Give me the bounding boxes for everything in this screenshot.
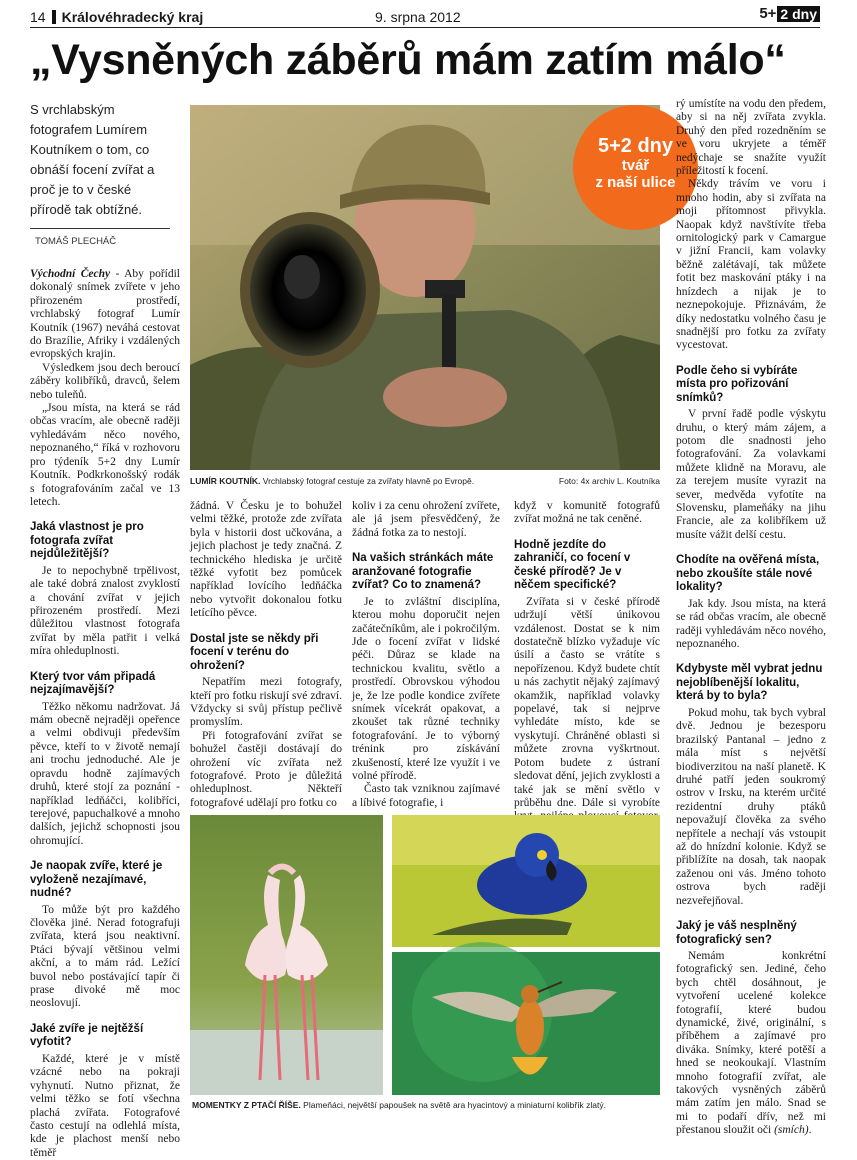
column-3 <box>352 500 500 810</box>
answer-paragraph <box>676 950 826 1138</box>
answer-paragraph: To může být pro každého člověka jiné. Nerad fotografuji zvířata, která jsou neaktivní. Ptáci bývají většinou velmi akční, a to mám rád. Ležící buvol nebo postávající tapír či prase divoké mě moc neoslovují. <box>30 903 180 1010</box>
answer-end: . <box>808 1124 812 1137</box>
question-heading: Jaká vlastnost je pro fotografa zvířat nejdůležitější? <box>30 521 144 561</box>
answer-paragraph: Je to zvláštní disciplína, kterou mohu doporučit nejen začátečníkům, ale i pokročilým. Jde o focení zvířat v lidské péči. Důraz se klade na technickou kvalitu, světlo a prostředí. Obrovskou výhodou je, že lze podle kondice zvířete snímek vícekrát opakovat, a zkoušet tak různé techniky fotografování. Je to výborný trénink pro získávání zkušeností, které lze využít i ve volné přírodě. <box>352 595 500 782</box>
hummingbird-illustration <box>392 952 660 1095</box>
answer-paragraph: Každé, které je v místě vzácné nebo na pokraji vyhynutí. Nutno přiznat, že velmi těžko se fotí všechna plachá zvířata. Fotografové často cestují na odlehlá místa, kde je plachost menší nebo těměř <box>30 1052 180 1159</box>
intro-text: - Aby pořídil dokonalý snímek zvířete v jeho přirozeném prostředí, vrchlabský fotograf Lumír Koutník (1967) neváhá cestovat do Brazílie, Afriky i vzdálených evropských krajin. <box>30 268 180 361</box>
bottom-photos-caption <box>192 1100 662 1110</box>
brand-suffix: 2 dny <box>777 6 820 22</box>
paragraph: „Jsou místa, na která se rád občas vracím, ale obecně raději vyhledávám něco nového, nepoznaného,“ říká v rozhovoru pro týdeník 5+2 dny Lumír Koutník. Podkrkonošský rodák s fotografováním začal ve 13 letech. <box>30 402 180 508</box>
answer-paragraph: Je to nepochybně trpělivost, ale také dobrá znalost zvyklostí a chování zvířat v jejich přirozeném prostředí. Mezi důležitou vlastnost fotografa zvířat by měla patřit i velká míra ohleduplnosti. <box>30 564 180 658</box>
column-4 <box>514 500 660 837</box>
bottom-caption-text: Plameňáci, největší papoušek na světě ara hyacintový a miniaturní kolibřík zlatý. <box>303 1100 607 1110</box>
intro-paragraph <box>30 268 180 362</box>
question-heading: Na vašich stránkách máte aranžované fotografie zvířat? Co to znamená? <box>352 552 494 592</box>
answer-paragraph: Často tak vzniknou zajímavé a líbivé fotografie, i <box>352 783 500 809</box>
answer-continuation: koliv i za cenu ohrožení zvířete, ale já jsem přesvědčený, že žádná fotka za to nestojí. <box>352 500 500 539</box>
column-5 <box>676 98 826 1138</box>
issue-date: 9. srpna 2012 <box>375 8 461 25</box>
main-caption-name: LUMÍR KOUTNÍK. <box>190 476 261 486</box>
column-2 <box>190 500 342 810</box>
main-photo-credit: Foto: 4x archiv L. Koutníka <box>558 476 660 486</box>
hummingbird-photo <box>392 952 660 1095</box>
question-heading: Kdybyste měl vybrat jednu nejoblíbenější lokalitu, která by to byla? <box>676 663 823 703</box>
bottom-caption-name: MOMENTKY Z PTAČÍ ŘÍŠE. <box>192 1100 301 1110</box>
main-caption-text: Vrchlabský fotograf cestuje za zvířaty hlavně po Evropě. <box>262 476 475 486</box>
column-1 <box>30 268 180 1160</box>
section-name: Královéhradecký kraj <box>61 8 204 25</box>
badge-title: 5+2 dny <box>597 135 674 157</box>
header-divider <box>52 10 56 24</box>
question-heading: Podle čeho si vybíráte místa pro pořizování snímků? <box>676 364 798 404</box>
page-header <box>30 6 820 28</box>
badge-line2: tvář <box>621 157 650 174</box>
badge-line3: z naší ulice <box>595 174 676 191</box>
question-heading: Jaké zvíře je nejtěžší vyfotit? <box>30 1022 144 1049</box>
flamingos-photo <box>190 815 383 1095</box>
article-lead: S vrchlabským fotografem Lumírem Koutníkem o tom, co obnáší focení zvířat a proč je to v české přírodě tak obtížné. <box>30 102 155 217</box>
answer-aside: (smích) <box>774 1124 809 1137</box>
flamingos-illustration <box>190 815 383 1095</box>
paragraph: Výsledkem jsou dech beroucí záběry kolibříků, dravců, šelem nebo tuleňů. <box>30 361 180 401</box>
brand-prefix: 5+ <box>759 5 777 22</box>
answer-text: Nemám konkrétní fotografický sen. Jediné, čeho bych chtěl dosáhnout, je vytvoření ucelené kolekce fotografií, které budou dynamické, živé, originální, s příběhem a zajímavé pro diváka. Snímky, které potěší a hned se neokoukají. Vlastním mnoho fotografií zvířat, ale takových vysněných záběrů mám zatím jen málo. Snad se mi to podaří dřív, než mi přestanou sloužit oči <box>676 950 826 1137</box>
question-heading: Chodíte na ověřená místa, nebo zkoušíte stále nové lokality? <box>676 554 820 594</box>
article-headline: „Vysněných záběrů mám zatím málo“ <box>30 36 786 84</box>
answer-continuation: když v komunitě fotografů zvířat možná ne tak ceněné. <box>514 500 660 526</box>
question-heading: Je naopak zvíře, které je vyloženě nezajímavé, nudné? <box>30 860 163 900</box>
answer-continuation: rý umístíte na vodu den předem, aby si na něj zvířata zvykla. Druhý den před rozedněním se ve voru ukryjete a téměř nedýchaje se snažíte využít příležitostí k focení. <box>676 98 826 178</box>
answer-paragraph: Někdy trávím ve voru i mnoho hodin, aby si zvířata na moji přítomnost přivykla. Naopak když navštívíte třeba ornitologický park v Camargue v jižní Francii, kam volavky běžně zalétávají, tak můžete fotit bez maskování ptáky i na hnízdech a nijak je to neznepokojuje. Přiznávám, že díky nedostatku volného času je snadnější pro fotku za zvířaty vycestovat. <box>676 178 826 352</box>
answer-paragraph: Těžko někomu nadržovat. Já mám obecně nejraději opeřence a velmi obdivuji především pěvce, kteří to v životě nemají ani trochu jednoduché. Ale je opravdu hodně zajímavých druhů, které stojí za poznání - například ledňáčci, kolibříci, terejové, papuchalkové a mnoho dalších, jejichž schopnosti jsou ohromující. <box>30 700 180 847</box>
answer-paragraph: Zvířata si v české přírodě udržují větší únikovou vzdálenost. Dostat se k nim dostatečně blízko vyžaduje víc úsilí a často se vrátíte s nepořízenou. Když budete chtít u nás zachytit nějaký zajímavý okamžik, například volavky popelavé, tak si nejprve vyhledáte místo, kde se vyskytují. Chráněné oblasti si můžete zrovna vyškrtnout. Potom budete z ústraní sledovat dění, jejich zvyklosti a také jak se mění světlo v průběhu dne. Dále si vyrobíte <box>514 595 660 809</box>
author-name: TOMÁŠ PLECHÁČ <box>35 236 117 247</box>
question-heading: Dostal jste se někdy při focení v terénu do ohrožení? <box>190 632 319 672</box>
macaw-illustration <box>392 815 660 947</box>
answer-paragraph: Jak kdy. Jsou místa, na která se rád občas vracím, ale obecně raději vyhledávám něco nového, nepoznaného. <box>676 597 826 650</box>
answer-paragraph: V první řadě podle výskytu druhu, o který mám zájem, a potom dle snadnosti jeho fotografování. Za volavkami můžete klidně na Moravu, ale za terejem musíte vyrazit na sever, medvěda vyfotíte na Slovensku, plameňáky na jihu Francie, ale za kolibříkem už musíte vážit delší cestu. <box>676 408 826 541</box>
brand-logo <box>759 5 820 22</box>
question-heading: Hodně jezdíte do zahraničí, co focení v české přírodě? Je v něčem specifické? <box>514 538 631 592</box>
answer-paragraph: Nepatřím mezi fotografy, kteří pro fotku riskují své zdraví. Vždycky si svůj přístup pečlivě promyslím. <box>190 676 342 729</box>
main-photo-caption <box>190 476 510 486</box>
author-divider <box>30 228 170 229</box>
page-number: 14 <box>30 8 46 25</box>
question-heading: Který tvor vám připadá nejzajímavější? <box>30 670 156 697</box>
macaw-photo <box>392 815 660 947</box>
answer-paragraph: Při fotografování zvířat se bohužel častěji dostávají do ohrožení víc zvířata než fotografové. Proto je důležitá ohleduplnost. Někteří fotografové udělají pro fotku co <box>190 729 342 809</box>
answer-continuation: žádná. V Česku je to bohužel velmi těžké, protože zde zvířata byla v historii dost učkována, a jejich plachost je tedy značná. Z technického hlediska je určitě těžké vyfotit bez pomůcek například lovícího ledňáčka nebo vytvořit dokonalou fotku letícího pěvce. <box>190 500 342 620</box>
question-heading: Jaký je váš nesplněný fotografický sen? <box>676 920 797 946</box>
dateline: Východní Čechy <box>30 268 111 280</box>
answer-paragraph: Pokud mohu, tak bych vybral dvě. Jednou je bezesporu brazilský Pantanal – jedno z mála míst s největší biodiverzitou na naší planetě. K druhé patří jeden soukromý ostrov v Irsku, na kterém určité rezidentní druhy ptáků nepovažují člověka za svého nepřítele a nechají vás vstoupit až do hnízdní kolonie. Když se přiblížíte na dosah, tak naopak zaženou oni vás. Jméno tohoto ostrova bych raději nezveřejňoval. <box>676 706 826 907</box>
